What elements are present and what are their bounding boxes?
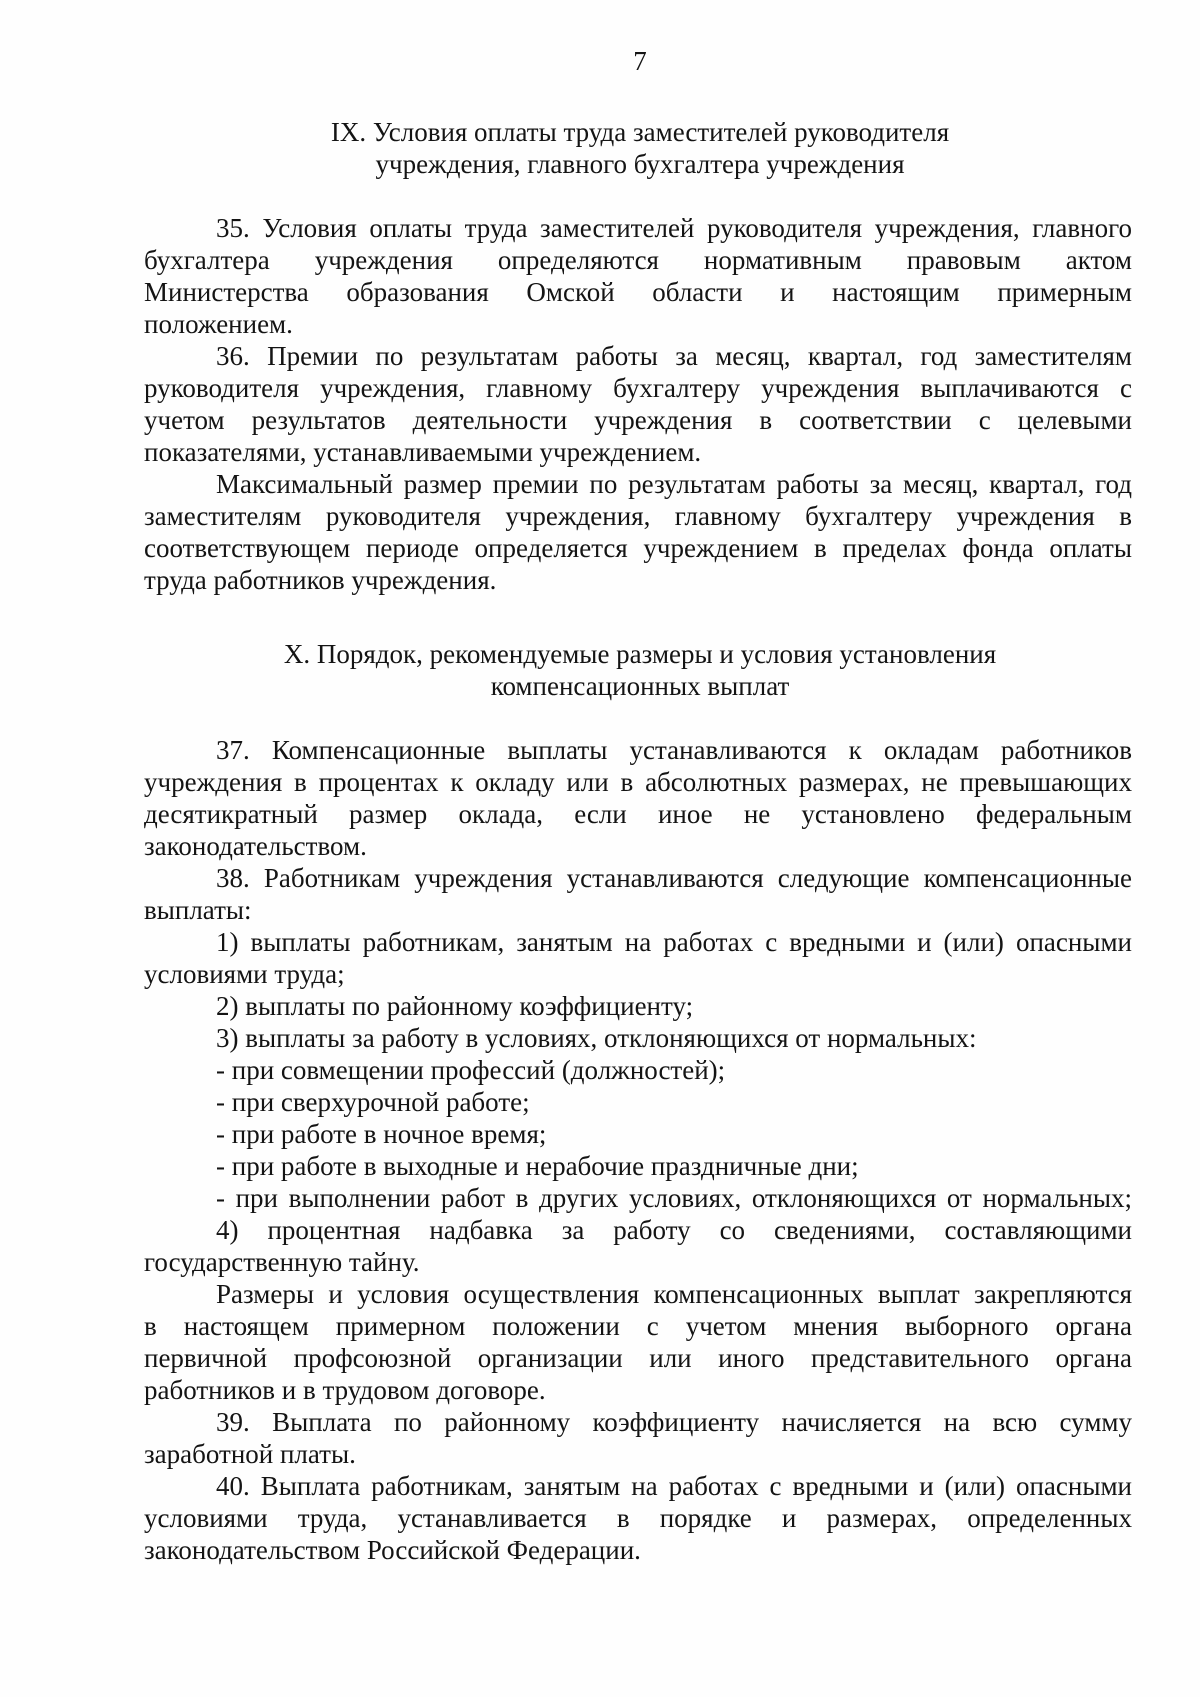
- section-10-title-line-2: компенсационных выплат: [490, 671, 790, 701]
- sub-list-item: - при сверхурочной работе;: [216, 1087, 530, 1117]
- section-9-body: [144, 212, 1132, 596]
- paragraph-37-line: 37. Компенсационные выплаты устанавливаются к окладам работников: [216, 735, 1132, 765]
- section-10-body: [144, 734, 1132, 1566]
- paragraph-40-line: условиями труда, устанавливается в порядке и размерах, определенных: [144, 1503, 1132, 1533]
- section-9-title-line-1: IX. Условия оплаты труда заместителей руководителя: [330, 117, 950, 147]
- paragraph-37-line: десятикратный размер оклада, если иное не установлено федеральным: [144, 799, 1132, 829]
- paragraph-35-line: бухгалтера учреждения определяются нормативным правовым актом: [144, 245, 1132, 275]
- section-9-title-line-2: учреждения, главного бухгалтера учреждения: [375, 149, 905, 179]
- paragraph-35-line: 35. Условия оплаты труда заместителей руководителя учреждения, главного: [216, 213, 1132, 243]
- section-9-heading: [0, 116, 1200, 180]
- paragraph-sizes-line: в настоящем примерном положении с учетом мнения выборного органа: [144, 1311, 1132, 1341]
- paragraph-35-line: положением.: [144, 309, 293, 339]
- paragraph-40-line: 40. Выплата работникам, занятым на работах с вредными и (или) опасными: [216, 1471, 1132, 1501]
- sub-list-item: - при выполнении работ в других условиях, отклоняющихся от нормальных;: [216, 1183, 1132, 1213]
- list-item-1-line: 1) выплаты работникам, занятым на работах с вредными и (или) опасными: [216, 927, 1132, 957]
- sub-list-item: - при совмещении профессий (должностей);: [216, 1055, 726, 1085]
- list-item-3: 3) выплаты за работу в условиях, отклоняющихся от нормальных:: [216, 1023, 977, 1053]
- paragraph-39-line: заработной платы.: [144, 1439, 356, 1469]
- section-10-title-line-1: X. Порядок, рекомендуемые размеры и условия установления: [283, 639, 997, 669]
- paragraph-36-line: показателями, устанавливаемыми учреждением.: [144, 437, 702, 467]
- paragraph-35-line: Министерства образования Омской области и настоящим примерным: [144, 277, 1132, 307]
- list-item-2: 2) выплаты по районному коэффициенту;: [216, 991, 694, 1021]
- paragraph-sizes-line: первичной профсоюзной организации или иного представительного органа: [144, 1343, 1132, 1373]
- paragraph-40-line: законодательством Российской Федерации.: [144, 1535, 641, 1565]
- paragraph-max-bonus-line: заместителям руководителя учреждения, главному бухгалтеру учреждения в: [144, 501, 1132, 531]
- paragraph-39-line: 39. Выплата по районному коэффициенту начисляется на всю сумму: [216, 1407, 1132, 1437]
- paragraph-sizes-line: Размеры и условия осуществления компенсационных выплат закрепляются: [216, 1279, 1132, 1309]
- paragraph-37-line: законодательством.: [144, 831, 367, 861]
- paragraph-38-line: 38. Работникам учреждения устанавливаются следующие компенсационные: [216, 863, 1132, 893]
- list-item-4-line: 4) процентная надбавка за работу со сведениями, составляющими: [216, 1215, 1132, 1245]
- paragraph-36-line: 36. Премии по результатам работы за месяц, квартал, год заместителям: [216, 341, 1132, 371]
- sub-list-item: - при работе в выходные и нерабочие праздничные дни;: [216, 1151, 859, 1181]
- list-item-4-line: государственную тайну.: [144, 1247, 420, 1277]
- paragraph-38-line: выплаты:: [144, 895, 252, 925]
- paragraph-sizes-line: работников и в трудовом договоре.: [144, 1375, 546, 1405]
- paragraph-max-bonus-line: Максимальный размер премии по результатам работы за месяц, квартал, год: [216, 469, 1132, 499]
- paragraph-37-line: учреждения в процентах к окладу или в абсолютных размерах, не превышающих: [144, 767, 1132, 797]
- paragraph-max-bonus-line: труда работников учреждения.: [144, 565, 497, 595]
- page-number: 7: [633, 46, 647, 76]
- paragraph-36-line: руководителя учреждения, главному бухгалтеру учреждения выплачиваются с: [144, 373, 1132, 403]
- sub-list-item: - при работе в ночное время;: [216, 1119, 547, 1149]
- list-item-1-line: условиями труда;: [144, 959, 345, 989]
- paragraph-36-line: учетом результатов деятельности учреждения в соответствии с целевыми: [144, 405, 1132, 435]
- section-10-heading: [0, 638, 1200, 702]
- paragraph-max-bonus-line: соответствующем периоде определяется учреждением в пределах фонда оплаты: [144, 533, 1132, 563]
